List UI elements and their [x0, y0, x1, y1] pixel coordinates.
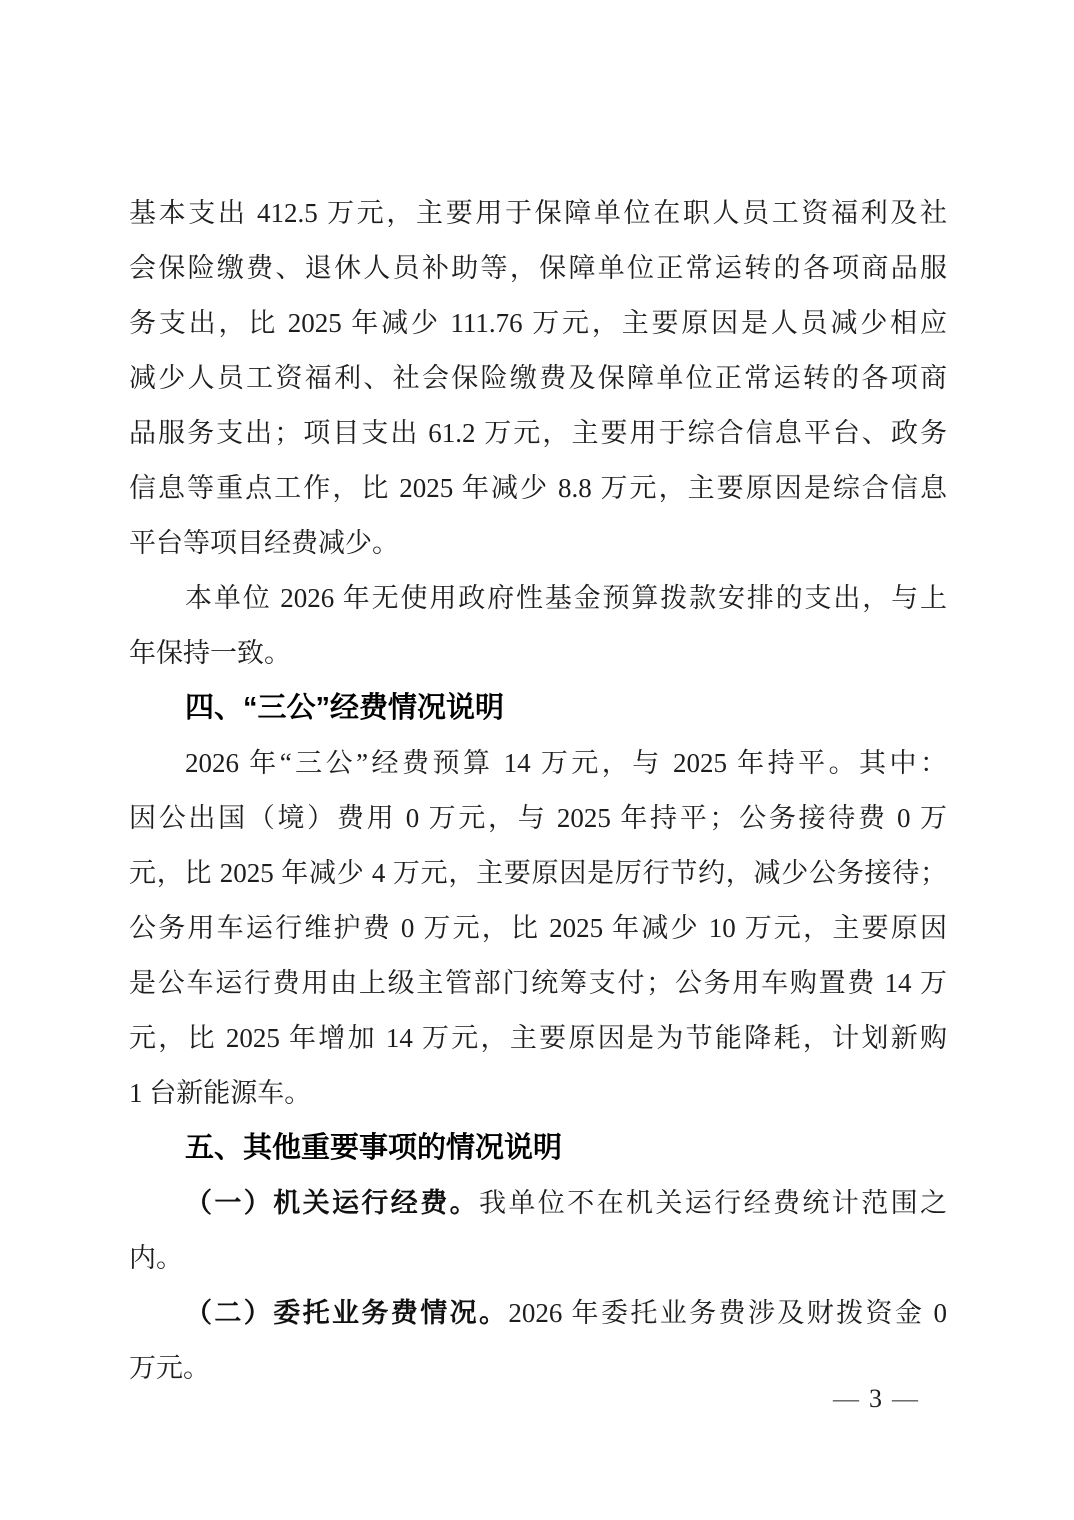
text-line: 减少人员工资福利、社会保险缴费及保障单位正常运转的各项商 [129, 363, 947, 393]
page-number-right-dash: — [892, 1384, 919, 1413]
text-line: 公务用车运行维护费 0 万元，比 2025 年减少 10 万元，主要原因 [129, 913, 947, 943]
text-line: 会保险缴费、退休人员补助等，保障单位正常运转的各项商品服 [129, 253, 947, 283]
text-line: 万元。 [129, 1353, 210, 1383]
paragraph-lead: （二）委托业务费情况。 [185, 1298, 509, 1328]
section-heading: 五、其他重要事项的情况说明 [185, 1132, 563, 1164]
text-line: 因公出国（境）费用 0 万元，与 2025 年持平；公务接待费 0 万 [129, 803, 947, 833]
text-line: 务支出，比 2025 年减少 111.76 万元，主要原因是人员减少相应 [129, 308, 947, 338]
text-line: （一）机关运行经费。我单位不在机关运行经费统计范围之 [185, 1188, 947, 1218]
text-line: 平台等项目经费减少。 [129, 528, 399, 558]
text-line: 元，比 2025 年增加 14 万元，主要原因是为节能降耗，计划新购 [129, 1023, 947, 1053]
text-line: 基本支出 412.5 万元，主要用于保障单位在职人员工资福利及社 [129, 198, 947, 228]
text-line: 是公车运行费用由上级主管部门统筹支付；公务用车购置费 14 万 [129, 968, 947, 998]
page-number-left-dash: — [833, 1384, 860, 1413]
text-line: 本单位 2026 年无使用政府性基金预算拨款安排的支出，与上 [185, 583, 947, 613]
page-number [824, 1381, 928, 1417]
page-number-value: 3 [869, 1384, 883, 1413]
text-line: 1 台新能源车。 [129, 1078, 312, 1108]
section-heading: 四、“三公”经费情况说明 [185, 692, 505, 724]
text-line: 2026 年“三公”经费预算 14 万元，与 2025 年持平。其中： [185, 748, 947, 778]
document-body [129, 186, 947, 1396]
text-line: 信息等重点工作，比 2025 年减少 8.8 万元，主要原因是综合信息 [129, 473, 947, 503]
paragraph-lead: （一）机关运行经费。 [185, 1188, 479, 1218]
text-line: 内。 [129, 1243, 183, 1273]
text-line: 年保持一致。 [129, 638, 291, 668]
text-line: 品服务支出；项目支出 61.2 万元，主要用于综合信息平台、政务 [129, 418, 947, 448]
text-line: 元，比 2025 年减少 4 万元，主要原因是厉行节约，减少公务接待； [129, 858, 947, 888]
text-line: （二）委托业务费情况。2026 年委托业务费涉及财拨资金 0 [185, 1298, 947, 1328]
